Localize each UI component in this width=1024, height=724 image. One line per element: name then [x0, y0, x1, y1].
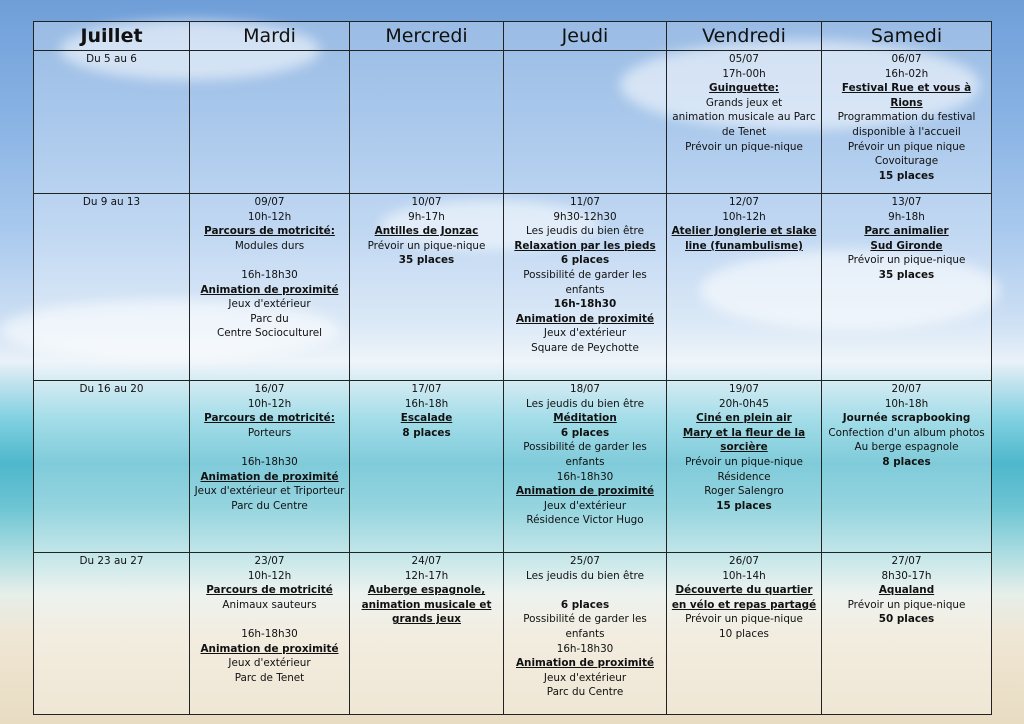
event-line: Animation de proximité [200, 642, 339, 655]
event-cell [350, 51, 504, 194]
event-cell [504, 194, 667, 381]
event-line: 12/07 [729, 196, 759, 208]
event-line: Festival Rue et vous à Rions [841, 82, 972, 109]
event-line: Grands jeux et [705, 96, 783, 109]
event-line: 6 places [560, 254, 610, 267]
event-line: Roger Salengro [704, 485, 784, 498]
event-line: Jeux d'extérieur [543, 499, 627, 512]
event-cell [190, 381, 350, 553]
event-line: 16/07 [254, 383, 285, 395]
event-line: 9h-17h [408, 210, 445, 223]
event-line: animation musicale au Parc de Tenet [672, 111, 816, 138]
event-line: Covoiturage [874, 155, 939, 168]
event-line: 9h30-12h30 [553, 210, 617, 223]
event-line: 10h-12h [722, 210, 766, 223]
event-line: Parc de Tenet [234, 671, 305, 684]
event-line: 8h30-17h [881, 569, 932, 582]
day-header-jeudi: Jeudi [504, 22, 667, 51]
event-line: 15 places [716, 499, 772, 512]
event-line: 20h-0h45 [719, 397, 769, 410]
line-gap [193, 440, 346, 455]
event-line: Jeux d'extérieur et Triporteur [194, 485, 345, 498]
event-line: 10h-18h [884, 397, 929, 410]
event-line: Possibilité de garder les enfants [523, 613, 647, 640]
event-line: Aqualand [878, 584, 935, 597]
event-line: Square de Peychotte [531, 341, 639, 354]
event-line: Escalade [400, 412, 453, 425]
event-line: 16h-18h30 [556, 470, 614, 483]
event-line: 35 places [398, 254, 455, 267]
event-line: 17/07 [411, 383, 442, 395]
event-line: Confection d'un album photos [828, 426, 985, 439]
line-gap [193, 612, 346, 627]
event-line: Possibilité de garder les enfants [523, 441, 647, 468]
event-line: Au berge espagnole [854, 441, 959, 454]
event-line: 19/07 [729, 383, 759, 395]
schedule-table [33, 21, 992, 715]
event-line: Animaux sauteurs [222, 598, 317, 611]
event-cell [822, 553, 992, 715]
event-cell [667, 51, 822, 194]
day-header-vendredi: Vendredi [667, 22, 822, 51]
week-row [34, 51, 992, 194]
event-line: 20/07 [891, 383, 922, 395]
event-line: 16h-02h [884, 67, 929, 80]
event-line: 9h-18h [888, 210, 925, 223]
event-line: Découverte du quartier en vélo et repas partagé [671, 584, 817, 611]
week-label: Du 16 au 20 [34, 381, 190, 553]
event-line: Journée scrapbooking [842, 412, 971, 425]
event-line: Antilles de Jonzac [374, 225, 479, 238]
event-line: Parc du [250, 312, 289, 325]
event-line: 16h-18h30 [241, 627, 298, 640]
day-header-samedi: Samedi [822, 22, 992, 51]
event-line: Résidence Victor Hugo [526, 514, 644, 527]
event-line: Parc du Centre [231, 499, 308, 512]
line-gap [193, 253, 346, 268]
event-line: 50 places [878, 613, 935, 626]
event-cell [350, 553, 504, 715]
event-line: Jeux d'extérieur [228, 657, 311, 670]
event-line: Prévoir un pique-nique [685, 455, 803, 468]
event-line: 8 places [402, 426, 451, 439]
event-line: 12h-17h [404, 569, 449, 582]
event-line: Prévoir un pique nique [847, 140, 966, 153]
event-line: 18/07 [570, 383, 600, 395]
event-line: 10h-12h [247, 397, 292, 410]
event-line: 11/07 [570, 196, 600, 208]
event-line: 09/07 [254, 196, 285, 208]
event-line: Les jeudis du bien être [526, 569, 644, 582]
event-line: 6 places [560, 598, 610, 611]
event-line: 13/07 [891, 196, 922, 208]
event-cell [822, 51, 992, 194]
event-cell [667, 553, 822, 715]
line-gap [507, 583, 663, 598]
event-line: Centre Socioculturel [216, 327, 323, 340]
event-line: Modules durs [234, 239, 305, 252]
event-cell [504, 51, 667, 194]
event-line: Auberge espagnole, animation musicale et grands jeux [361, 584, 492, 626]
header-row [34, 22, 992, 51]
event-line: 10h-14h [722, 569, 766, 582]
event-line: Animation de proximité [516, 485, 654, 498]
event-line: 17h-00h [722, 67, 766, 80]
event-cell [190, 553, 350, 715]
event-line: 06/07 [891, 53, 922, 65]
event-cell [350, 381, 504, 553]
event-cell [822, 381, 992, 553]
week-row [34, 194, 992, 381]
event-cell [667, 381, 822, 553]
event-line: 8 places [882, 455, 931, 468]
event-line: Parcours de motricité [206, 584, 333, 597]
week-row [34, 553, 992, 715]
event-line: 27/07 [891, 555, 922, 567]
event-line: 16h-18h [404, 397, 449, 410]
event-line: Sud Gironde [870, 239, 943, 252]
event-line: Jeux d'extérieur [543, 327, 627, 340]
week-label: Du 9 au 13 [34, 194, 190, 381]
event-line: Parc du Centre [546, 686, 624, 699]
event-line: 10 places [719, 627, 769, 640]
event-line: 05/07 [729, 53, 759, 65]
event-cell [667, 194, 822, 381]
event-line: 26/07 [729, 555, 759, 567]
event-line: Prévoir un pique-nique [847, 598, 966, 611]
event-line: Parc animalier [864, 225, 949, 238]
event-line: 10/07 [411, 196, 442, 208]
event-line: Parcours de motricité: [204, 225, 335, 238]
month-header: Juillet [34, 22, 190, 51]
event-line: Ciné en plein air [696, 412, 792, 425]
event-line: 23/07 [254, 555, 285, 567]
event-cell [504, 553, 667, 715]
event-line: 16h-18h30 [241, 455, 298, 468]
event-line: Prévoir un pique-nique [367, 239, 486, 252]
event-line: 15 places [878, 169, 935, 182]
event-line: 16h-18h30 [553, 298, 617, 311]
event-line: Prévoir un pique-nique [847, 254, 966, 267]
event-line: Prévoir un pique-nique [685, 140, 803, 153]
event-line: Jeux d'extérieur [228, 298, 311, 311]
event-cell [350, 194, 504, 381]
event-line: Animation de proximité [516, 312, 654, 325]
event-line: Animation de proximité [200, 283, 339, 296]
event-line: Les jeudis du bien être [526, 225, 644, 238]
event-line: Parcours de motricité: [204, 412, 335, 425]
event-line: Les jeudis du bien être [526, 397, 644, 410]
event-line: Résidence [717, 470, 771, 483]
event-line: Relaxation par les pieds [514, 239, 656, 252]
event-line: Animation de proximité [200, 470, 339, 483]
day-header-mardi: Mardi [190, 22, 350, 51]
event-line: 35 places [878, 268, 935, 281]
event-line: Méditation [553, 412, 617, 425]
event-line: Jeux d'extérieur [543, 671, 627, 684]
week-label: Du 23 au 27 [34, 553, 190, 715]
event-line: Atelier Jonglerie et slake line (funambulisme) [671, 225, 817, 252]
event-line: Possibilité de garder les enfants [523, 268, 647, 296]
day-header-mercredi: Mercredi [350, 22, 504, 51]
event-line: 16h-18h30 [241, 268, 298, 281]
event-cell [504, 381, 667, 553]
event-line: Guinguette: [709, 82, 779, 95]
event-cell [822, 194, 992, 381]
event-line: 10h-12h [247, 569, 292, 582]
event-line: 25/07 [570, 555, 600, 567]
event-cell [190, 51, 350, 194]
event-line: 16h-18h30 [556, 642, 614, 655]
event-cell [190, 194, 350, 381]
event-line: Mary et la fleur de la sorcière [682, 426, 806, 454]
week-label: Du 5 au 6 [34, 51, 190, 194]
event-line: Prévoir un pique-nique [685, 613, 803, 626]
event-line: Programmation du festival disponible à l'accueil [837, 111, 976, 138]
week-row [34, 381, 992, 553]
event-line: 10h-12h [247, 210, 292, 223]
event-line: 6 places [560, 426, 610, 439]
event-line: 24/07 [411, 555, 442, 567]
event-line: Animation de proximité [516, 657, 654, 670]
event-line: Porteurs [247, 426, 292, 439]
